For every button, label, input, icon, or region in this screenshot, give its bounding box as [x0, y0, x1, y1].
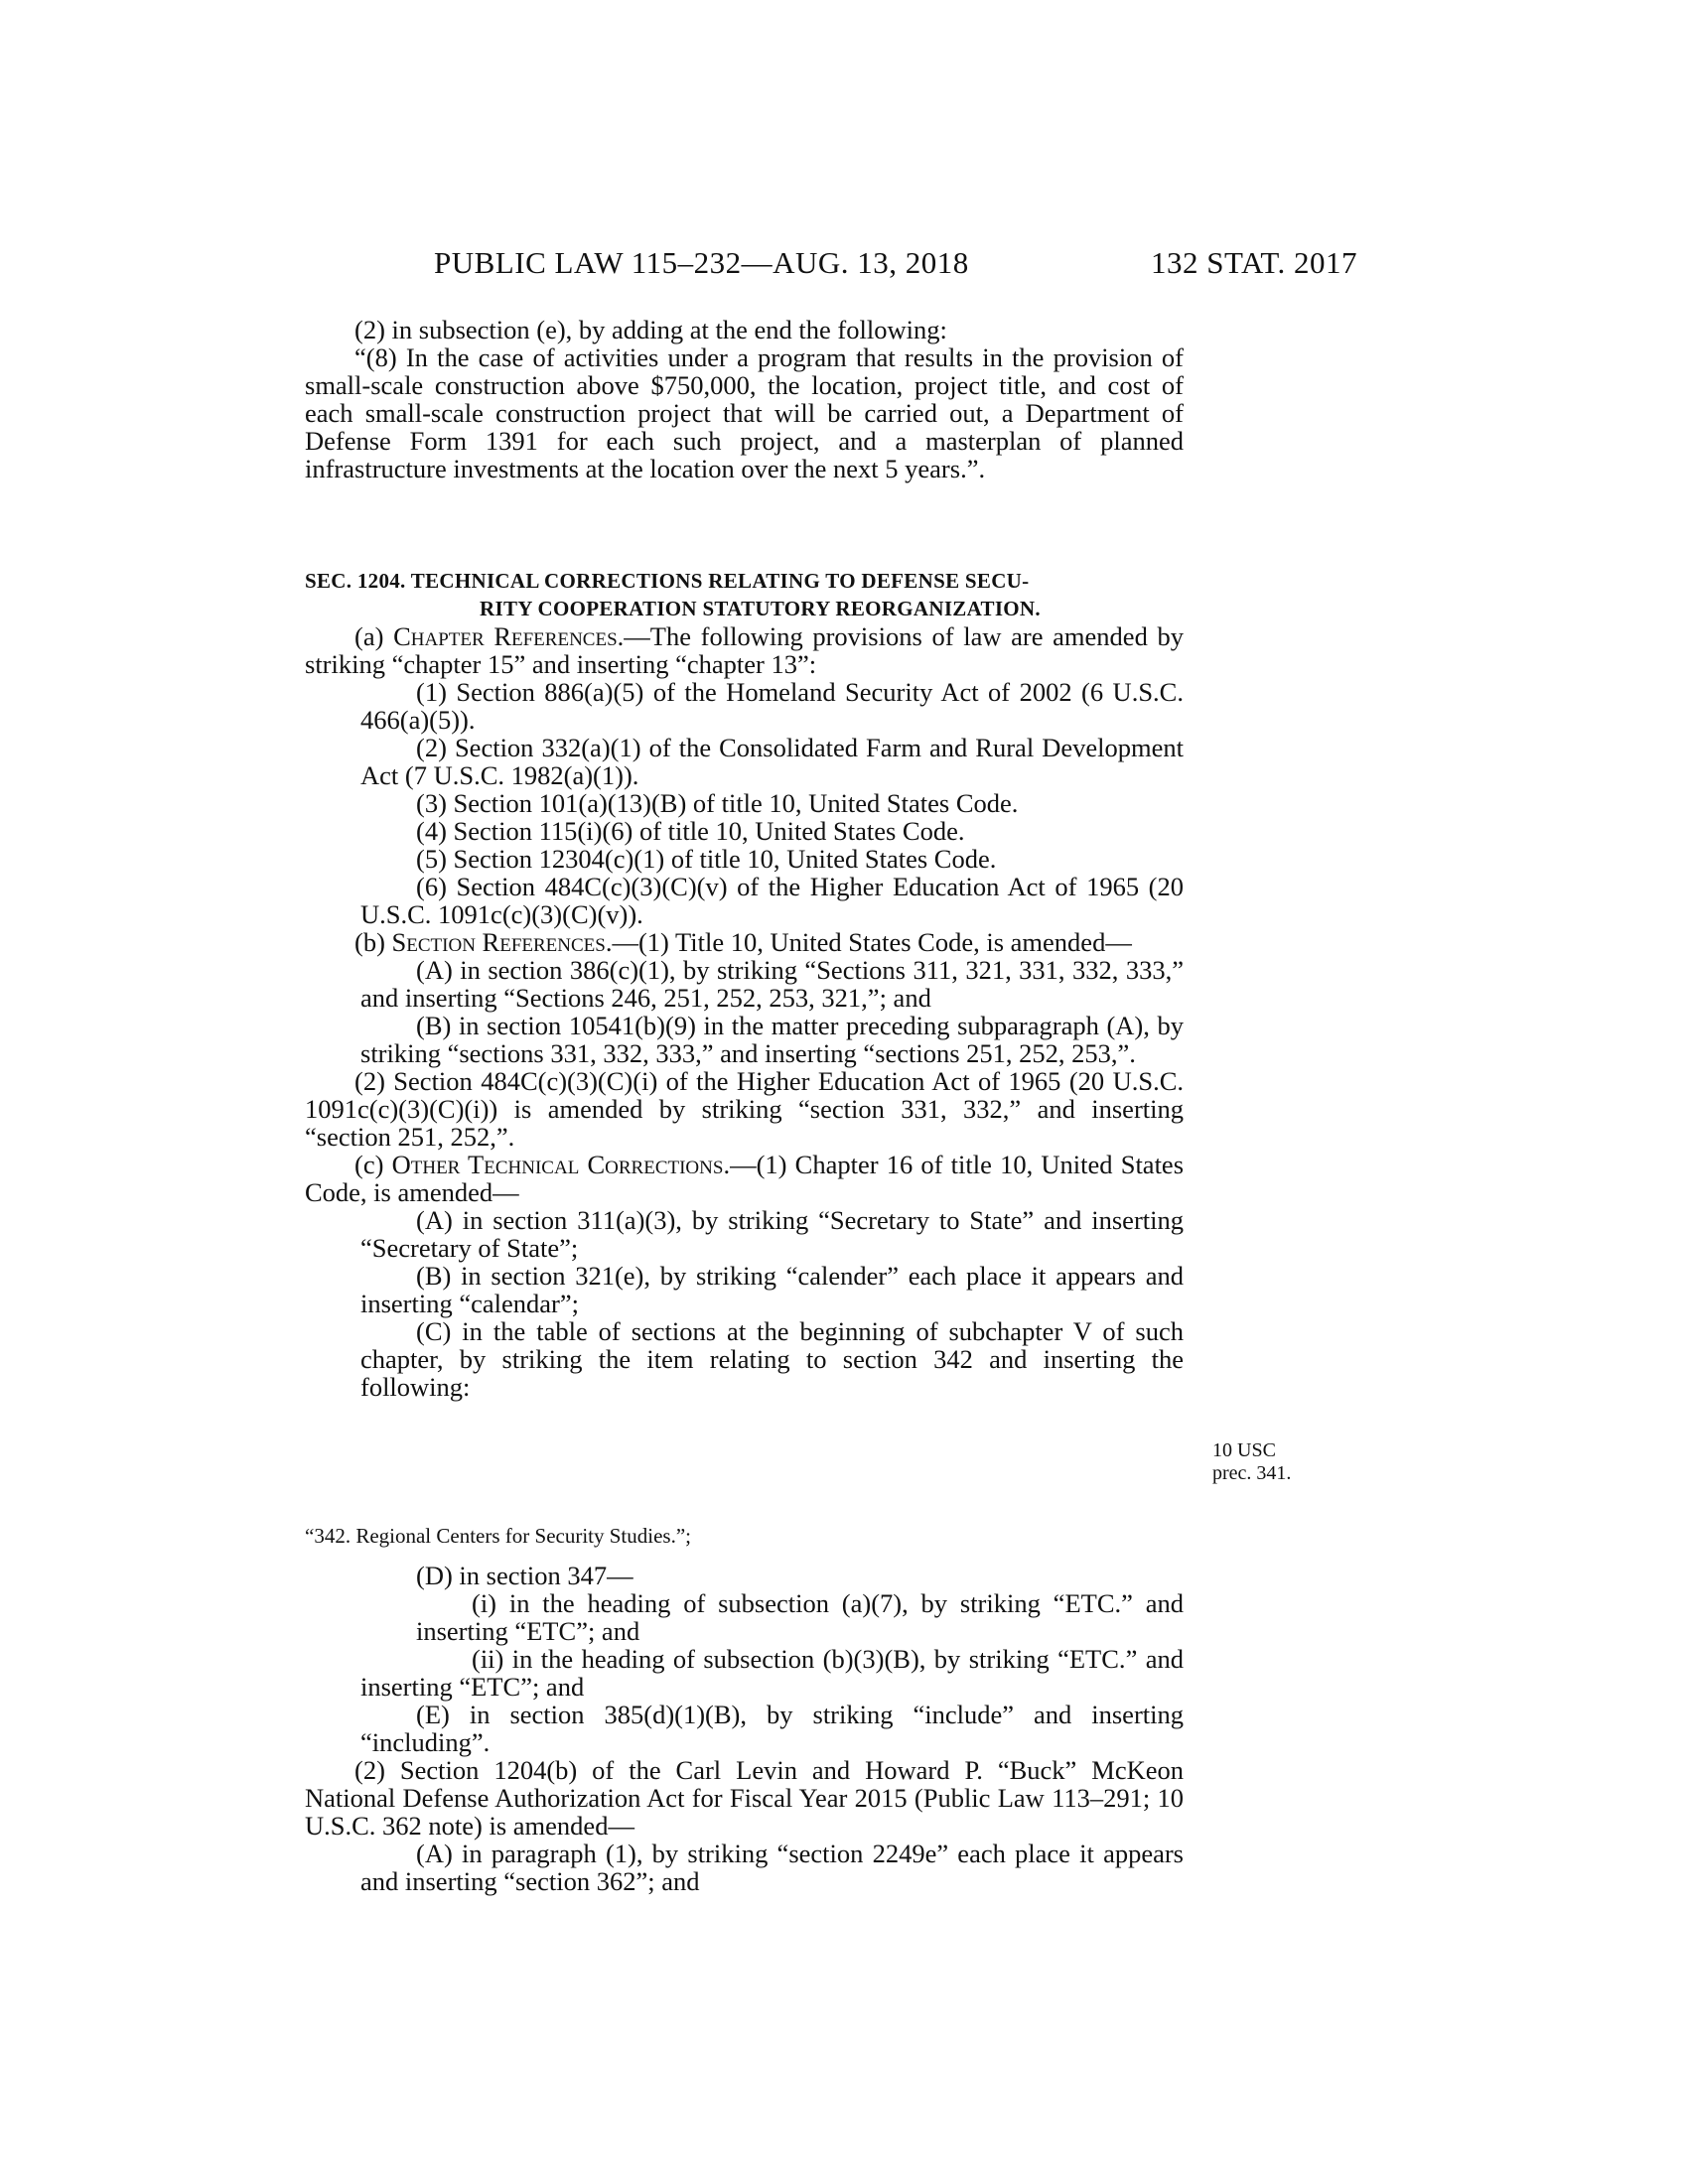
section-body — [305, 622, 1184, 678]
list-item-text: (5) Section 12304(c)(1) of title 10, United States Code. — [416, 844, 997, 874]
clause-i-text-1: (i) in the heading of subsection (a)(7), by striking “ — [472, 1588, 1065, 1618]
list-item-text: (B) in section 321(e), by striking “calender” each place it appears and inserting “calendar”; — [360, 1261, 1184, 1318]
clause-i-text-3: ”; and — [576, 1616, 640, 1646]
subsection-a-heading: Chapter References — [393, 621, 618, 651]
margin-note — [1212, 1439, 1291, 1485]
list-item-text: (E) in section 385(d)(1)(B), by striking “include” and inserting “including”. — [360, 1700, 1184, 1757]
list-item — [360, 1262, 1184, 1317]
list-item-D — [360, 1562, 1184, 1589]
list-item — [360, 1317, 1184, 1401]
subsection-a — [305, 622, 1184, 678]
list-item-A — [360, 1840, 1184, 1895]
subsection-a-list-2 — [305, 734, 1184, 1401]
list-item-text: (A) in section 311(a)(3), by striking “Secretary to State” and inserting “Secretary of State”; — [360, 1205, 1184, 1263]
list-item-text: (4) Section 115(i)(6) of title 10, United States Code. — [416, 816, 965, 846]
list-item — [360, 817, 1184, 845]
section-heading-line-1: SEC. 1204. TECHNICAL CORRECTIONS RELATING TO DEFENSE SECU- — [305, 569, 1030, 593]
clause-ii-text-2: ” and inserting “ — [360, 1644, 1184, 1702]
paragraph-b2: (2) Section 484C(c)(3)(C)(i) of the Higher Education Act of 1965 (20 U.S.C. 1091c(c)(3)(C)(i)) is amended by striking “section 331, 332,” and inserting “section 251, 252,”. — [305, 1066, 1184, 1152]
section-heading-line-2: RITY COOPERATION STATUTORY REORGANIZATION. — [480, 597, 1041, 620]
list-item-E — [360, 1701, 1184, 1756]
list-item-text: (2) Section 332(a)(1) of the Consolidated Farm and Rural Development Act (7 U.S.C. 1982(a)(1)). — [360, 733, 1184, 790]
list-item-text: (A) in paragraph (1), by striking “section 2249e” each place it appears and inserting “section 362”; and — [360, 1839, 1184, 1896]
subsection-a-prefix: (a) — [354, 621, 394, 651]
subsection-b-heading: Section References — [391, 927, 606, 957]
table-of-sections-item: “342. Regional Centers for Security Studies.”; — [305, 1524, 692, 1548]
subsection-a-list — [305, 678, 1184, 734]
list-item-text: (3) Section 101(a)(13)(B) of title 10, United States Code. — [416, 788, 1019, 818]
list-item-text: (A) in section 386(c)(1), by striking “Sections 311, 321, 331, 332, 333,” and inserting “Sections 246, 251, 252, 253, 321,”; and — [360, 955, 1184, 1013]
list-item — [360, 873, 1184, 928]
margin-note-line-1: 10 USC — [1212, 1439, 1276, 1461]
list-item — [360, 1206, 1184, 1262]
subsection-c-text: .—(1) Chapter 16 of title 10, United States Code, is amended— — [305, 1150, 1185, 1207]
list-item — [360, 789, 1184, 817]
subsection-c — [305, 1151, 1184, 1206]
list-item — [360, 956, 1184, 1012]
list-item — [360, 845, 1184, 873]
list-item-text: (6) Section 484C(c)(3)(C)(v) of the Higher Education Act of 1965 (20 U.S.C. 1091c(c)(3)(C)(v)). — [360, 872, 1184, 929]
list-item-text: (B) in section 10541(b)(9) in the matter preceding subparagraph (A), by striking “sections 331, 332, 333,” and inserting “sections 251, 252, 253,”. — [360, 1011, 1184, 1068]
list-item-text: (C) in the table of sections at the beginning of subchapter V of such chapter, by striking the item relating to section 342 and inserting the following: — [360, 1316, 1184, 1402]
quoted-paragraph-8: “(8) In the case of activities under a program that results in the provision of small-scale construction above $750,000, the location, project title, and cost of each small-scale construction project that will be carried out, a Department of Defense Form 1391 for each such project, and a masterplan of planned infrastructure investments at the location over the next 5 years.”. — [305, 342, 1184, 483]
etc-text: ETC. — [1068, 1644, 1126, 1674]
list-item — [360, 678, 1184, 734]
paragraph-2: (2) Section 1204(b) of the Carl Levin and Howard P. “Buck” McKeon National Defense Authorization Act for Fiscal Year 2015 (Public Law 113–291; 10 U.S.C. 362 note) is amended— — [305, 1755, 1184, 1841]
clause-i — [416, 1589, 1184, 1645]
subsection-b-text: .—(1) Title 10, United States Code, is amended— — [605, 927, 1132, 957]
subsection-b — [305, 928, 1184, 956]
etc-text: ETC — [471, 1672, 521, 1702]
subsection-b-prefix: (b) — [354, 927, 392, 957]
amendment-block-1 — [305, 316, 1184, 482]
list-item — [360, 734, 1184, 789]
running-header-title: PUBLIC LAW 115–232—AUG. 13, 2018 — [434, 245, 969, 280]
page-number-stat: 132 STAT. 2017 — [1151, 245, 1358, 280]
etc-text: ETC — [526, 1616, 577, 1646]
list-item-text: (D) in section 347— — [416, 1561, 633, 1590]
list-item-text: (1) Section 886(a)(5) of the Homeland Security Act of 2002 (6 U.S.C. 466(a)(5)). — [360, 677, 1184, 735]
subsection-c-prefix: (c) — [354, 1150, 392, 1179]
clause-ii-text-1: (ii) in the heading of subsection (b)(3)(B), by striking “ — [472, 1644, 1069, 1674]
clause-ii — [360, 1645, 1184, 1701]
etc-text: ETC. — [1064, 1588, 1122, 1618]
subsection-c-heading: Other Technical Corrections — [391, 1150, 724, 1179]
clause-ii-text-3: ”; and — [520, 1672, 585, 1702]
paragraph-2-subsection-e: (2) in subsection (e), by adding at the end the following: — [354, 315, 947, 344]
margin-note-line-2: prec. 341. — [1212, 1462, 1292, 1484]
clause-i-text-2: ” and inserting “ — [416, 1588, 1184, 1646]
list-item — [360, 1012, 1184, 1067]
subsection-a-text: .—The following provisions of law are amended by striking “chapter 15” and inserting “chapter 13”: — [305, 621, 1184, 679]
amendment-block-2 — [305, 1562, 1184, 1895]
section-heading — [305, 567, 1184, 622]
